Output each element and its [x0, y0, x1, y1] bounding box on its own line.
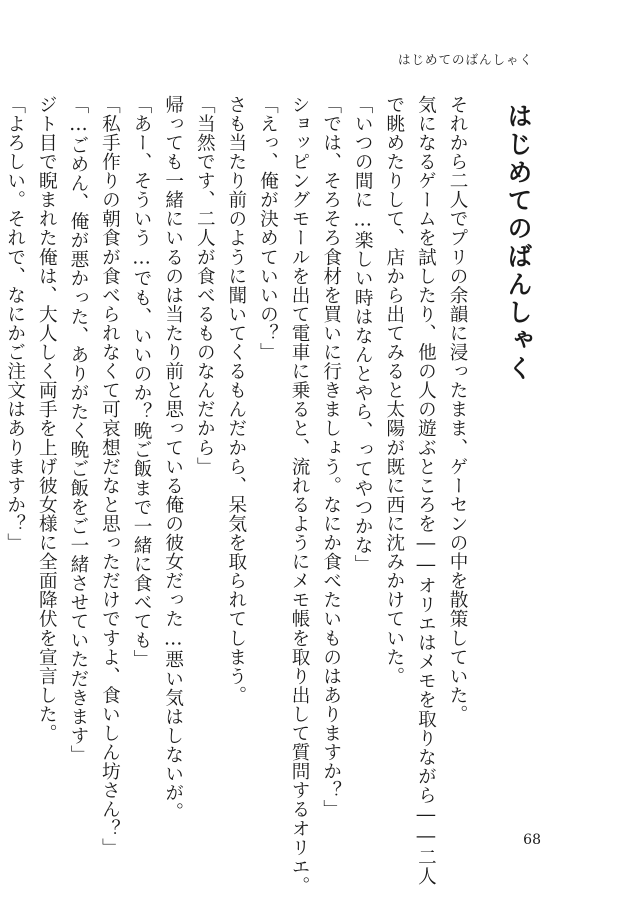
paragraph: 「では、そろそろ食材を買いに行きましょう。なにか食べたいものはありますか？」	[320, 95, 342, 819]
paragraph: 「えっ、俺が決めていいの？」	[257, 95, 279, 362]
paragraph: それから二人でプリの余韻に浸ったまま、ゲーセンの中を散策していた。 気になるゲームを試したり、他の人の遊ぶところを――オリエはメモを取りながら――二人 で眺めたりして、店から出てみると太陽が既に西に沈みかけていた。	[383, 95, 468, 886]
paragraph: 「あー、そういう…でも、いいのか？晩ご飯まで一緒に食べても」	[131, 95, 153, 669]
paragraph: さも当たり前のように聞いてくるもんだから、呆気を取られてしまう。	[225, 95, 247, 705]
paragraph: 「…ごめん、俺が悪かった、ありがたく晩ご飯をご一緒させていただきます」	[67, 95, 89, 765]
paragraph: 帰っても一緒にいるのは当たり前と思っている俺の彼女だった…悪い気はしないが。	[162, 95, 184, 822]
paragraph: ショッピングモールを出て電車に乗ると、流れるようにメモ帳を取り出して質問するオリエ。	[289, 95, 311, 896]
chapter-title: はじめてのばんしゃく	[504, 103, 533, 383]
paragraph: 「私手作りの朝食が食べられなくて可哀想だなと思っただけですよ、食いしん坊さん？」	[99, 95, 121, 857]
page-number: 68	[523, 832, 541, 848]
running-head: はじめてのばんしゃく	[397, 52, 533, 67]
paragraph: 「当然です、二人が食べるものなんだから」	[194, 95, 216, 476]
paragraph: 「いつの間に…楽しい時はなんとやら、ってやつかな」	[352, 95, 374, 574]
paragraph: ジト目で睨まれた俺は、大人しく両手を上げ彼女様に全面降伏を宣言した。	[36, 95, 58, 743]
paragraph: 「よろしい。それで、なにかご注文はありますか？」	[4, 95, 26, 553]
